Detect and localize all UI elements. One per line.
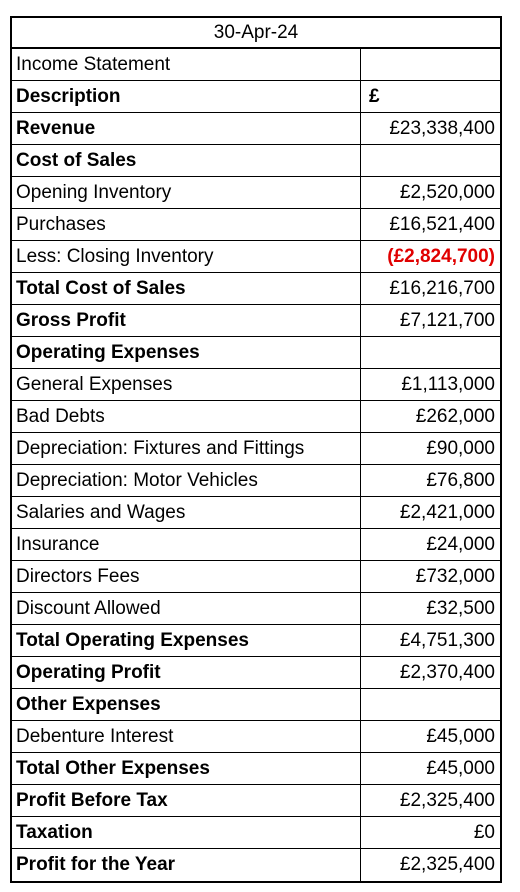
row-value-cell[interactable] [361,145,500,176]
row-label-cell[interactable]: General Expenses [12,369,361,400]
row-value-cell[interactable]: £732,000 [415,565,495,587]
row-value-cell[interactable]: £16,521,400 [389,213,495,235]
row-value-cell[interactable]: £90,000 [426,437,495,459]
date-header-row [12,18,500,49]
table-row [12,689,500,721]
table-row [12,753,500,785]
row-label-cell[interactable]: Profit Before Tax [12,785,361,816]
table-row [12,465,500,497]
table-row [12,529,500,561]
table-row [12,337,500,369]
row-label-cell[interactable]: Insurance [12,529,361,560]
row-label-cell[interactable]: Total Operating Expenses [12,625,361,656]
table-row [12,145,500,177]
row-label-cell[interactable]: Depreciation: Motor Vehicles [12,465,361,496]
row-label-cell[interactable]: Purchases [12,209,361,240]
row-value-cell[interactable]: £2,520,000 [399,181,495,203]
table-row [12,497,500,529]
row-value-cell[interactable]: £2,370,400 [399,661,495,683]
row-label-cell[interactable]: Less: Closing Inventory [12,241,361,272]
row-label-cell[interactable]: Opening Inventory [12,177,361,208]
table-row [12,561,500,593]
table-row [12,625,500,657]
row-value-cell[interactable]: £45,000 [426,725,495,747]
row-label-cell[interactable]: Operating Profit [12,657,361,688]
row-label-cell[interactable]: Taxation [12,817,361,848]
title-cell[interactable]: Income Statement [12,49,361,80]
row-value-cell[interactable] [361,689,500,720]
column-header-row [12,81,500,113]
row-value-cell[interactable]: £7,121,700 [399,309,495,331]
row-label-cell[interactable]: Discount Allowed [12,593,361,624]
description-header-cell[interactable]: Description [12,81,361,112]
table-row [12,721,500,753]
date-cell[interactable]: 30-Apr-24 [213,21,299,43]
table-row [12,113,500,145]
row-value-cell[interactable]: £16,216,700 [389,277,495,299]
income-statement-table [10,16,502,883]
table-row [12,273,500,305]
row-value-cell[interactable]: £45,000 [426,757,495,779]
row-label-cell[interactable]: Profit for the Year [12,849,361,881]
table-row [12,209,500,241]
title-row [12,49,500,81]
table-row [12,241,500,273]
row-value-cell[interactable]: £2,421,000 [399,501,495,523]
row-value-cell[interactable]: £23,338,400 [389,117,495,139]
table-row [12,657,500,689]
row-value-cell[interactable]: £24,000 [426,533,495,555]
row-value-cell[interactable]: £1,113,000 [401,373,495,395]
row-value-cell[interactable]: £0 [473,821,495,843]
row-label-cell[interactable]: Salaries and Wages [12,497,361,528]
currency-header-cell[interactable]: £ [369,85,380,107]
table-row [12,785,500,817]
row-label-cell[interactable]: Bad Debts [12,401,361,432]
table-row [12,177,500,209]
row-label-cell[interactable]: Other Expenses [12,689,361,720]
table-row [12,593,500,625]
table-row [12,849,500,881]
table-row [12,433,500,465]
row-label-cell[interactable]: Gross Profit [12,305,361,336]
row-value-cell[interactable] [361,337,500,368]
row-value-cell[interactable]: £262,000 [415,405,495,427]
title-amount-cell[interactable] [361,49,500,80]
row-label-cell[interactable]: Revenue [12,113,361,144]
row-label-cell[interactable]: Directors Fees [12,561,361,592]
row-label-cell[interactable]: Depreciation: Fixtures and Fittings [12,433,361,464]
row-label-cell[interactable]: Debenture Interest [12,721,361,752]
table-row [12,817,500,849]
row-label-cell[interactable]: Operating Expenses [12,337,361,368]
row-value-cell[interactable]: £2,325,400 [399,789,495,811]
table-row [12,369,500,401]
row-value-cell[interactable]: £32,500 [426,597,495,619]
row-label-cell[interactable]: Total Cost of Sales [12,273,361,304]
row-label-cell[interactable]: Cost of Sales [12,145,361,176]
row-label-cell[interactable]: Total Other Expenses [12,753,361,784]
table-row [12,401,500,433]
row-value-cell[interactable]: £2,325,400 [399,854,495,875]
table-row [12,305,500,337]
row-value-cell[interactable]: £4,751,300 [399,629,495,651]
row-value-cell[interactable]: £76,800 [426,469,495,491]
row-value-cell-negative[interactable]: (£2,824,700) [387,245,495,267]
